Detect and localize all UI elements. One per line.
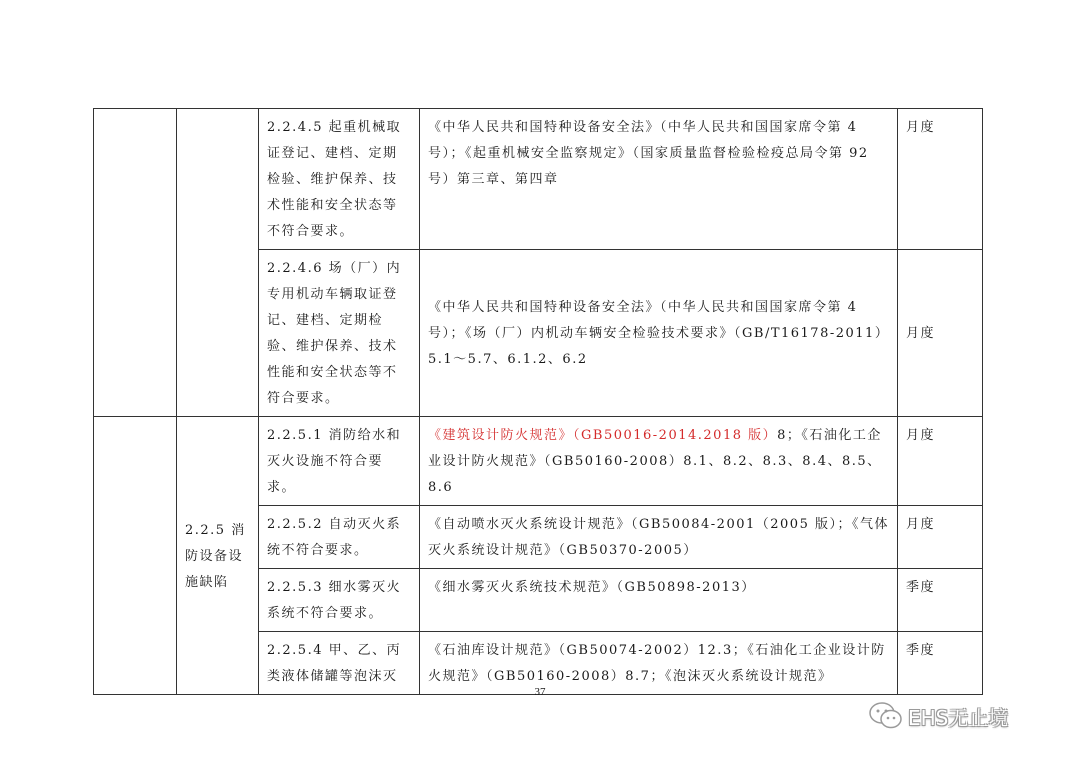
basis-cell: 《细水雾灭火系统技术规范》（GB50898-2013） xyxy=(420,569,898,632)
frequency-cell: 季度 xyxy=(898,632,983,695)
frequency-cell: 月度 xyxy=(898,250,983,417)
basis-cell: 《自动喷水灭火系统设计规范》（GB50084-2001（2005 版）；《气体灭火系统设计规范》（GB50370-2005） xyxy=(420,506,898,569)
item-cell: 2.2.5.2 自动灭火系统不符合要求。 xyxy=(259,506,420,569)
watermark-text: EHS无止境 xyxy=(908,705,1009,730)
watermark xyxy=(868,700,1008,732)
basis-highlight: 《建筑设计防火规范》（GB50016-2014.2018 版） xyxy=(428,428,778,443)
item-cell: 2.2.4.6 场（厂）内专用机动车辆取证登记、建档、定期检验、维护保养、技术性能和安全状态等不符合要求。 xyxy=(259,250,420,417)
frequency-cell: 月度 xyxy=(898,109,983,250)
item-cell: 2.2.5.1 消防给水和灭火设施不符合要求。 xyxy=(259,417,420,506)
regulation-table xyxy=(93,108,983,695)
frequency-cell: 季度 xyxy=(898,569,983,632)
page-number: 37 xyxy=(534,686,546,698)
frequency-cell: 月度 xyxy=(898,417,983,506)
wechat-icon xyxy=(868,701,904,731)
empty-cell xyxy=(177,109,259,417)
basis-cell: 《石油库设计规范》（GB50074-2002）12.3；《石油化工企业设计防火规范》（GB50160-2008）8.7；《泡沫灭火系统设计规范》 xyxy=(420,632,898,695)
table-row xyxy=(94,109,983,250)
item-cell: 2.2.5.3 细水雾灭火系统不符合要求。 xyxy=(259,569,420,632)
basis-cell: 《中华人民共和国特种设备安全法》（中华人民共和国国家席令第 4 号）；《场（厂）内机动车辆安全检验技术要求》（GB/T16178-2011）5.1～5.7、6.1.2、6.2 xyxy=(420,250,898,417)
item-cell: 2.2.4.5 起重机械取证登记、建档、定期检验、维护保养、技术性能和安全状态等不符合要求。 xyxy=(259,109,420,250)
item-cell: 2.2.5.4 甲、乙、丙类液体储罐等泡沫灭 xyxy=(259,632,420,695)
empty-cell xyxy=(94,109,177,417)
frequency-cell: 月度 xyxy=(898,506,983,569)
empty-cell xyxy=(94,417,177,695)
category-cell: 2.2.5 消防设备设施缺陷 xyxy=(177,417,259,695)
basis-cell xyxy=(420,417,898,506)
basis-rest: 8；《石油化工企业设计防火规范》（GB50160-2008）8.1、8.2、8.3、8.4、8.5、8.6 xyxy=(428,428,882,495)
table-row xyxy=(94,417,983,506)
basis-cell: 《中华人民共和国特种设备安全法》（中华人民共和国国家席令第 4 号）；《起重机械安全监察规定》（国家质量监督检验检疫总局令第 92 号）第三章、第四章 xyxy=(420,109,898,250)
